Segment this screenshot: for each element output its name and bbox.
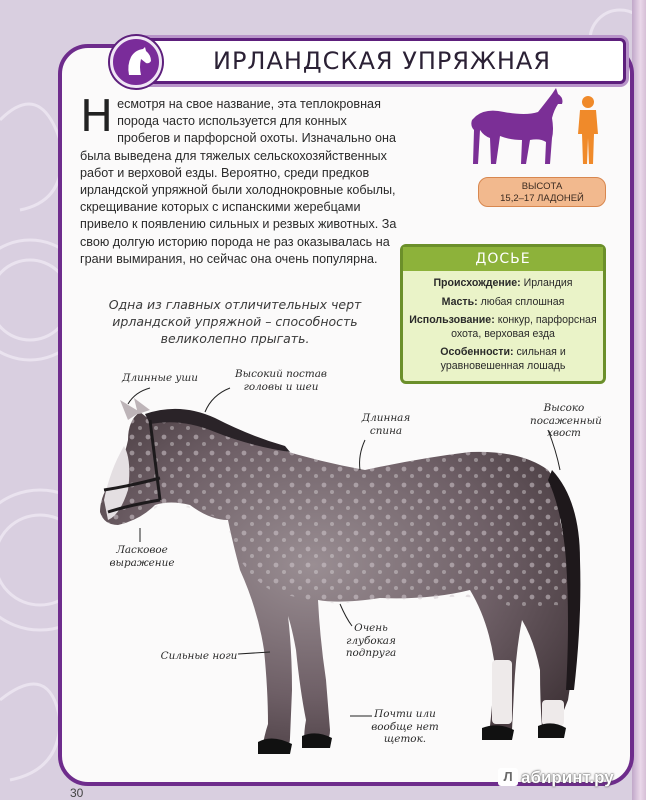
annotation-girth: Очень глубокая подпруга — [345, 622, 397, 659]
dossier-box — [400, 244, 606, 384]
watermark-text: абиринт.ру — [521, 768, 614, 787]
dossier-label: Масть: — [441, 295, 478, 308]
size-comparison — [466, 86, 606, 166]
dossier-label: Происхождение: — [433, 277, 521, 289]
dossier-value: любая сплошная — [480, 295, 565, 308]
horse-silhouette-icon — [471, 88, 562, 164]
annotation-feathers: Почти или вообще нет щеток. — [371, 708, 439, 745]
dossier-row-color — [409, 296, 597, 310]
dossier-row-usage — [409, 314, 597, 341]
watermark — [498, 768, 614, 788]
dossier-value: конкур, парфорсная охота, верховая езда — [451, 314, 597, 340]
annotation-legs: Сильные ноги — [160, 650, 238, 662]
annotation-ears: Длинные уши — [122, 372, 198, 384]
dossier-label: Использование: — [409, 314, 495, 326]
person-silhouette-icon — [578, 96, 598, 164]
dropcap-letter: Н — [80, 91, 114, 142]
dossier-label: Особенности: — [440, 346, 514, 358]
horse-head-icon — [119, 47, 153, 77]
dossier-value: сильная и уравновешенная лошадь — [440, 346, 566, 372]
dossier-value: Ирландия — [523, 277, 573, 289]
height-label: ВЫСОТА — [521, 181, 563, 192]
title-badge — [110, 36, 162, 88]
callout-text: Одна из главных отличительных черт ирландской упряжной – способность великолепно прыгать. — [108, 297, 362, 346]
page-number: 30 — [70, 786, 84, 800]
annotation-head-neck: Высокий постав головы и шеи — [235, 368, 327, 393]
annotation-back: Длинная спина — [361, 412, 411, 437]
height-badge — [478, 177, 606, 207]
annotation-expression: Ласковое выражение — [109, 544, 175, 569]
intro-paragraph — [80, 91, 400, 268]
dossier-title: ДОСЬЕ — [403, 247, 603, 271]
intro-text: есмотря на свое название, эта теплокровная порода часто используется для конных пробегов и парфорсной охоты. Изначально она была выведена для тяжелых сельскохозяйственных работ и верховой езды. Вероятно, среди предков ирландской упряжной были холоднокровные кобылы, скрещивание которых с испанскими жеребцами привело к появлению сильных и резвых животных. За свою долгую историю порода не раз оказывалась на грани вымирания, но сейчас она очень популярна. — [80, 97, 397, 266]
dossier-row-features — [409, 346, 597, 373]
annotation-tail: Высоко посаженный хвост — [530, 402, 602, 439]
page-title: ИРЛАНДСКАЯ УПРЯЖНАЯ — [212, 47, 552, 75]
watermark-logo: Л — [498, 768, 518, 786]
title-bar — [138, 38, 626, 84]
height-value: 15,2–17 ЛАДОНЕЙ — [500, 193, 584, 204]
dossier-row-origin — [409, 277, 597, 291]
